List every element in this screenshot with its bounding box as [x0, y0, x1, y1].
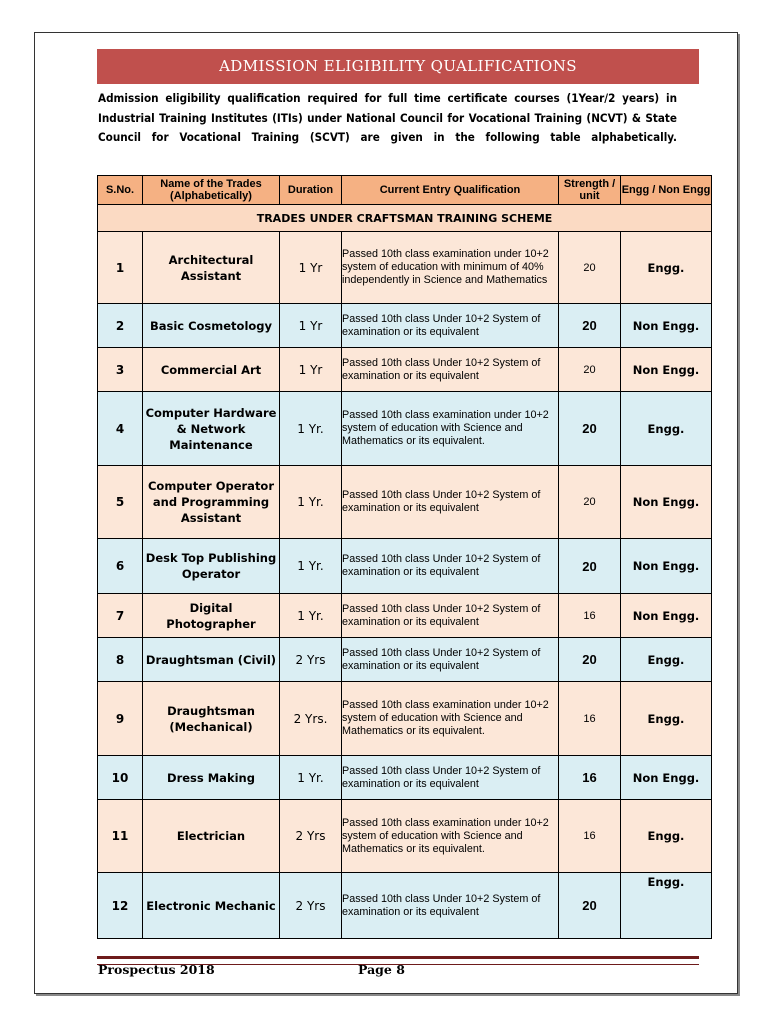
cell-trade-name: Architectural Assistant — [143, 232, 280, 304]
table-row — [98, 466, 712, 539]
header-engg: Engg / Non Engg — [621, 176, 712, 205]
header-duration: Duration — [280, 176, 342, 205]
cell-qualification: Passed 10th class Under 10+2 System of examination or its equivalent — [342, 539, 559, 594]
cell-trade-name: Computer Operator and Programming Assistant — [143, 466, 280, 539]
cell-sno: 5 — [98, 466, 143, 539]
cell-qualification: Passed 10th class Under 10+2 System of examination or its equivalent — [342, 466, 559, 539]
cell-duration: 1 Yr — [280, 232, 342, 304]
cell-strength: 20 — [559, 348, 621, 392]
cell-strength: 20 — [559, 638, 621, 682]
cell-sno: 6 — [98, 539, 143, 594]
cell-engg: Non Engg. — [621, 304, 712, 348]
cell-strength: 20 — [559, 392, 621, 466]
cell-trade-name: Dress Making — [143, 756, 280, 800]
cell-engg: Engg. — [621, 392, 712, 466]
cell-duration: 1 Yr. — [280, 594, 342, 638]
cell-strength: 16 — [559, 594, 621, 638]
scheme-row — [98, 205, 712, 232]
cell-qualification: Passed 10th class examination under 10+2 system of education with Science and Mathematics or its equivalent. — [342, 682, 559, 756]
table-row — [98, 232, 712, 304]
cell-engg: Engg. — [621, 232, 712, 304]
cell-strength: 16 — [559, 800, 621, 873]
header-qualification: Current Entry Qualification — [342, 176, 559, 205]
cell-duration: 2 Yrs — [280, 873, 342, 939]
cell-sno: 11 — [98, 800, 143, 873]
cell-engg: Engg. — [621, 682, 712, 756]
cell-trade-name: Computer Hardware & Network Maintenance — [143, 392, 280, 466]
header-trade-name: Name of the Trades (Alphabetically) — [143, 176, 280, 205]
table-row — [98, 682, 712, 756]
table-row — [98, 304, 712, 348]
cell-engg: Engg. — [621, 800, 712, 873]
cell-trade-name: Commercial Art — [143, 348, 280, 392]
cell-engg: Non Engg. — [621, 348, 712, 392]
cell-sno: 1 — [98, 232, 143, 304]
cell-duration: 1 Yr — [280, 304, 342, 348]
table-header-row — [98, 176, 712, 205]
cell-duration: 2 Yrs — [280, 638, 342, 682]
cell-trade-name: Basic Cosmetology — [143, 304, 280, 348]
cell-duration: 1 Yr. — [280, 392, 342, 466]
cell-engg: Engg. — [621, 873, 712, 939]
footer-title: Prospectus 2018 — [98, 962, 215, 977]
cell-trade-name: Electrician — [143, 800, 280, 873]
cell-qualification: Passed 10th class Under 10+2 System of examination or its equivalent — [342, 304, 559, 348]
cell-strength: 20 — [559, 539, 621, 594]
trades-table — [97, 175, 712, 939]
cell-trade-name: Draughtsman (Civil) — [143, 638, 280, 682]
cell-sno: 4 — [98, 392, 143, 466]
cell-sno: 7 — [98, 594, 143, 638]
header-sno: S.No. — [98, 176, 143, 205]
table-row — [98, 873, 712, 939]
cell-qualification: Passed 10th class Under 10+2 System of examination or its equivalent — [342, 873, 559, 939]
cell-qualification: Passed 10th class Under 10+2 System of examination or its equivalent — [342, 348, 559, 392]
cell-sno: 12 — [98, 873, 143, 939]
cell-sno: 10 — [98, 756, 143, 800]
cell-engg: Non Engg. — [621, 756, 712, 800]
cell-engg: Non Engg. — [621, 466, 712, 539]
cell-sno: 9 — [98, 682, 143, 756]
cell-duration: 1 Yr. — [280, 756, 342, 800]
cell-qualification: Passed 10th class Under 10+2 System of examination or its equivalent — [342, 594, 559, 638]
cell-duration: 2 Yrs — [280, 800, 342, 873]
page-number: Page 8 — [358, 962, 405, 977]
table-row — [98, 392, 712, 466]
cell-qualification: Passed 10th class examination under 10+2 system of education with minimum of 40% independently in Science and Mathematics — [342, 232, 559, 304]
cell-duration: 2 Yrs. — [280, 682, 342, 756]
cell-engg: Non Engg. — [621, 594, 712, 638]
table-row — [98, 756, 712, 800]
cell-duration: 1 Yr — [280, 348, 342, 392]
cell-strength: 20 — [559, 304, 621, 348]
page-title: ADMISSION ELIGIBILITY QUALIFICATIONS — [97, 49, 699, 84]
cell-qualification: Passed 10th class examination under 10+2 system of education with Science and Mathematics or its equivalent. — [342, 800, 559, 873]
cell-duration: 1 Yr. — [280, 466, 342, 539]
cell-trade-name: Desk Top Publishing Operator — [143, 539, 280, 594]
cell-qualification: Passed 10th class Under 10+2 System of examination or its equivalent — [342, 638, 559, 682]
cell-strength: 20 — [559, 466, 621, 539]
table-row — [98, 594, 712, 638]
table-row — [98, 638, 712, 682]
table-row — [98, 348, 712, 392]
cell-qualification: Passed 10th class examination under 10+2 system of education with Science and Mathematics or its equivalent. — [342, 392, 559, 466]
cell-duration: 1 Yr. — [280, 539, 342, 594]
intro-paragraph: Admission eligibility qualification required for full time certificate courses (1Year/2 years) in Industrial Training Institutes (ITIs) under National Council for Vocational Training (NCVT) & State Council for Vocational Training (SCVT) are given in the following table alphabetically. — [98, 91, 677, 144]
cell-strength: 16 — [559, 756, 621, 800]
cell-strength: 20 — [559, 873, 621, 939]
cell-trade-name: Digital Photographer — [143, 594, 280, 638]
cell-trade-name: Draughtsman (Mechanical) — [143, 682, 280, 756]
cell-engg: Non Engg. — [621, 539, 712, 594]
cell-strength: 16 — [559, 682, 621, 756]
table-row — [98, 800, 712, 873]
cell-trade-name: Electronic Mechanic — [143, 873, 280, 939]
cell-strength: 20 — [559, 232, 621, 304]
cell-sno: 8 — [98, 638, 143, 682]
cell-engg: Engg. — [621, 638, 712, 682]
scheme-label: TRADES UNDER CRAFTSMAN TRAINING SCHEME — [98, 205, 712, 232]
header-strength: Strength / unit — [559, 176, 621, 205]
cell-sno: 3 — [98, 348, 143, 392]
cell-qualification: Passed 10th class Under 10+2 System of examination or its equivalent — [342, 756, 559, 800]
cell-sno: 2 — [98, 304, 143, 348]
table-row — [98, 539, 712, 594]
